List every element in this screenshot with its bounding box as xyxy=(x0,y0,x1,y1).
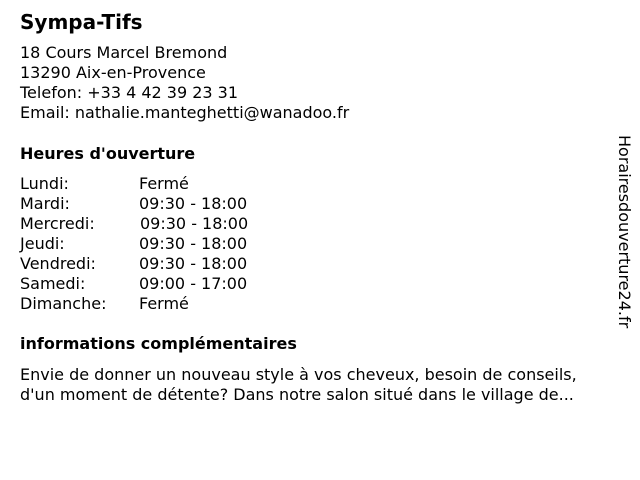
day-label: Samedi: xyxy=(20,274,86,293)
description-line: Envie de donner un nouveau style à vos cheveux, besoin de conseils, xyxy=(20,365,577,384)
day-label: Mercredi: xyxy=(20,214,95,233)
address-city: 13290 Aix-en-Provence xyxy=(20,63,206,82)
email-address: Email: nathalie.manteghetti@wanadoo.fr xyxy=(20,103,350,122)
time-value: 09:30 - 18:00 xyxy=(139,194,248,213)
day-label: Vendredi: xyxy=(20,254,96,273)
day-label: Mardi: xyxy=(20,194,70,213)
business-contact xyxy=(20,43,349,123)
hours-row-thursday xyxy=(20,234,320,254)
business-description xyxy=(20,365,625,405)
day-label: Dimanche: xyxy=(20,294,107,313)
time-value: Fermé xyxy=(139,174,189,193)
phone-number: Telefon: +33 4 42 39 23 31 xyxy=(20,83,239,102)
time-value: 09:30 - 18:00 xyxy=(139,234,248,253)
hours-row-wednesday xyxy=(20,214,320,234)
hours-row-monday xyxy=(20,174,320,194)
opening-hours-heading: Heures d'ouverture xyxy=(20,144,196,163)
time-value: 09:30 - 18:00 xyxy=(140,214,249,233)
hours-row-saturday xyxy=(20,274,320,294)
additional-info-heading: informations complémentaires xyxy=(20,334,297,353)
description-line: d'un moment de détente? Dans notre salon situé dans le village de... xyxy=(20,385,574,404)
hours-row-tuesday xyxy=(20,194,320,214)
hours-row-friday xyxy=(20,254,320,274)
day-label: Lundi: xyxy=(20,174,69,193)
site-watermark xyxy=(612,135,636,375)
business-name: Sympa-Tifs xyxy=(20,10,143,34)
hours-row-sunday xyxy=(20,294,320,314)
time-value: 09:30 - 18:00 xyxy=(139,254,248,273)
opening-hours-table xyxy=(20,174,320,314)
address-street: 18 Cours Marcel Bremond xyxy=(20,43,228,62)
time-value: Fermé xyxy=(139,294,189,313)
time-value: 09:00 - 17:00 xyxy=(139,274,248,293)
site-watermark-text: Horairesdouverture24.fr xyxy=(615,135,634,329)
day-label: Jeudi: xyxy=(20,234,65,253)
